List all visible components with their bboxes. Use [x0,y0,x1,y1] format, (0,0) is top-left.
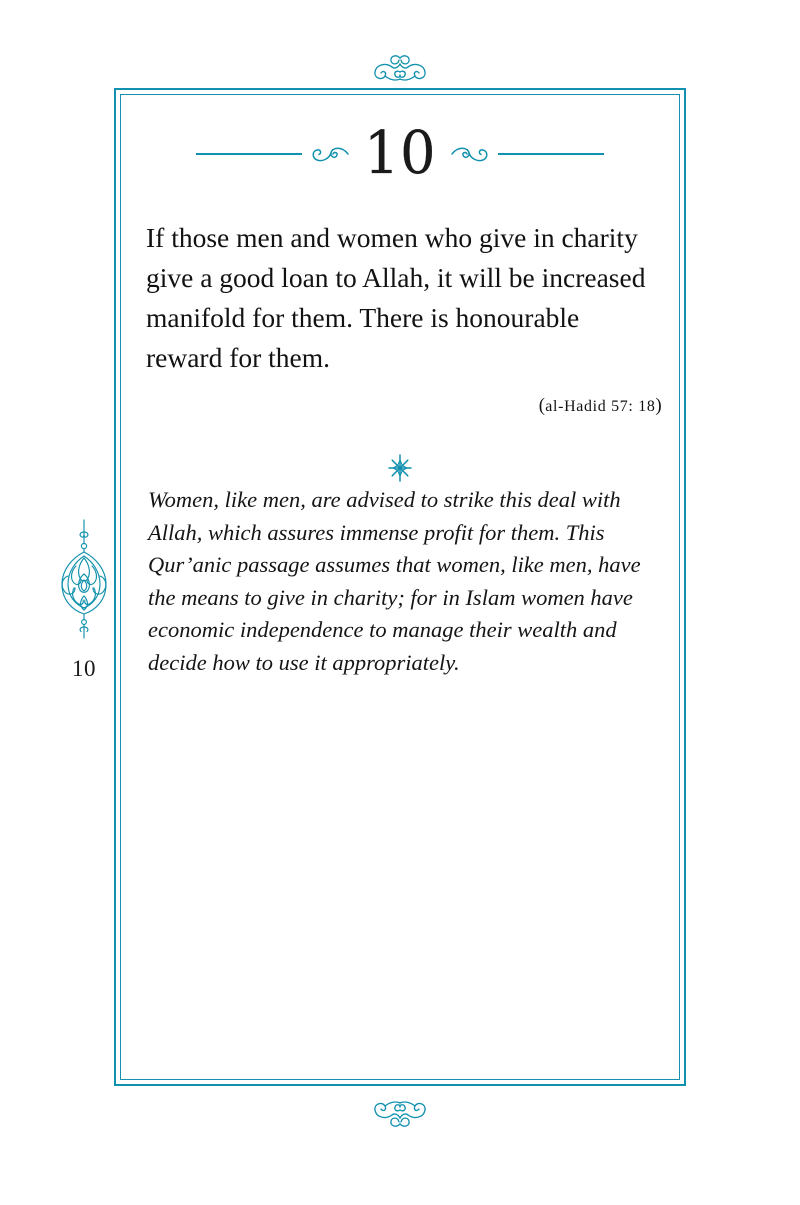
double-spiral-flourish-icon-left [302,141,350,167]
commentary-block [148,484,670,679]
citation-source: al-Hadid [545,398,607,415]
heading-rule-right [498,153,604,155]
lotus-palmette-medallion-ornament-icon [52,518,116,642]
quotation-citation [146,396,662,417]
eight-point-star-ornament-icon [383,452,417,484]
chapter-number: 10 [363,119,437,188]
scroll-flourish-crest-ornament-inverted-icon [354,1092,446,1130]
quotation-text: If those men and women who give in charity give a good loan to Allah, it will be increased manifold for them. There is honourable reward for them. [146,222,646,373]
heading-rule-left [196,153,302,155]
citation-close-paren: ) [655,396,662,416]
page-number: 10 [72,656,96,681]
quotation-block [146,218,662,417]
scroll-flourish-crest-ornament-icon [354,52,446,90]
double-spiral-flourish-icon-right [450,141,498,167]
chapter-heading [114,112,686,196]
citation-open-paren: ( [538,396,546,416]
commentary-text: Women, like men, are advised to strike this deal with Allah, which assures immense profit for them. This Qur’anic passage assumes that women, like men, have the means to give in charity; for in Islam women have economic independence to manage their wealth and decide how to use it appropriately. [148,487,641,675]
citation-reference: 57: 18 [606,398,656,415]
